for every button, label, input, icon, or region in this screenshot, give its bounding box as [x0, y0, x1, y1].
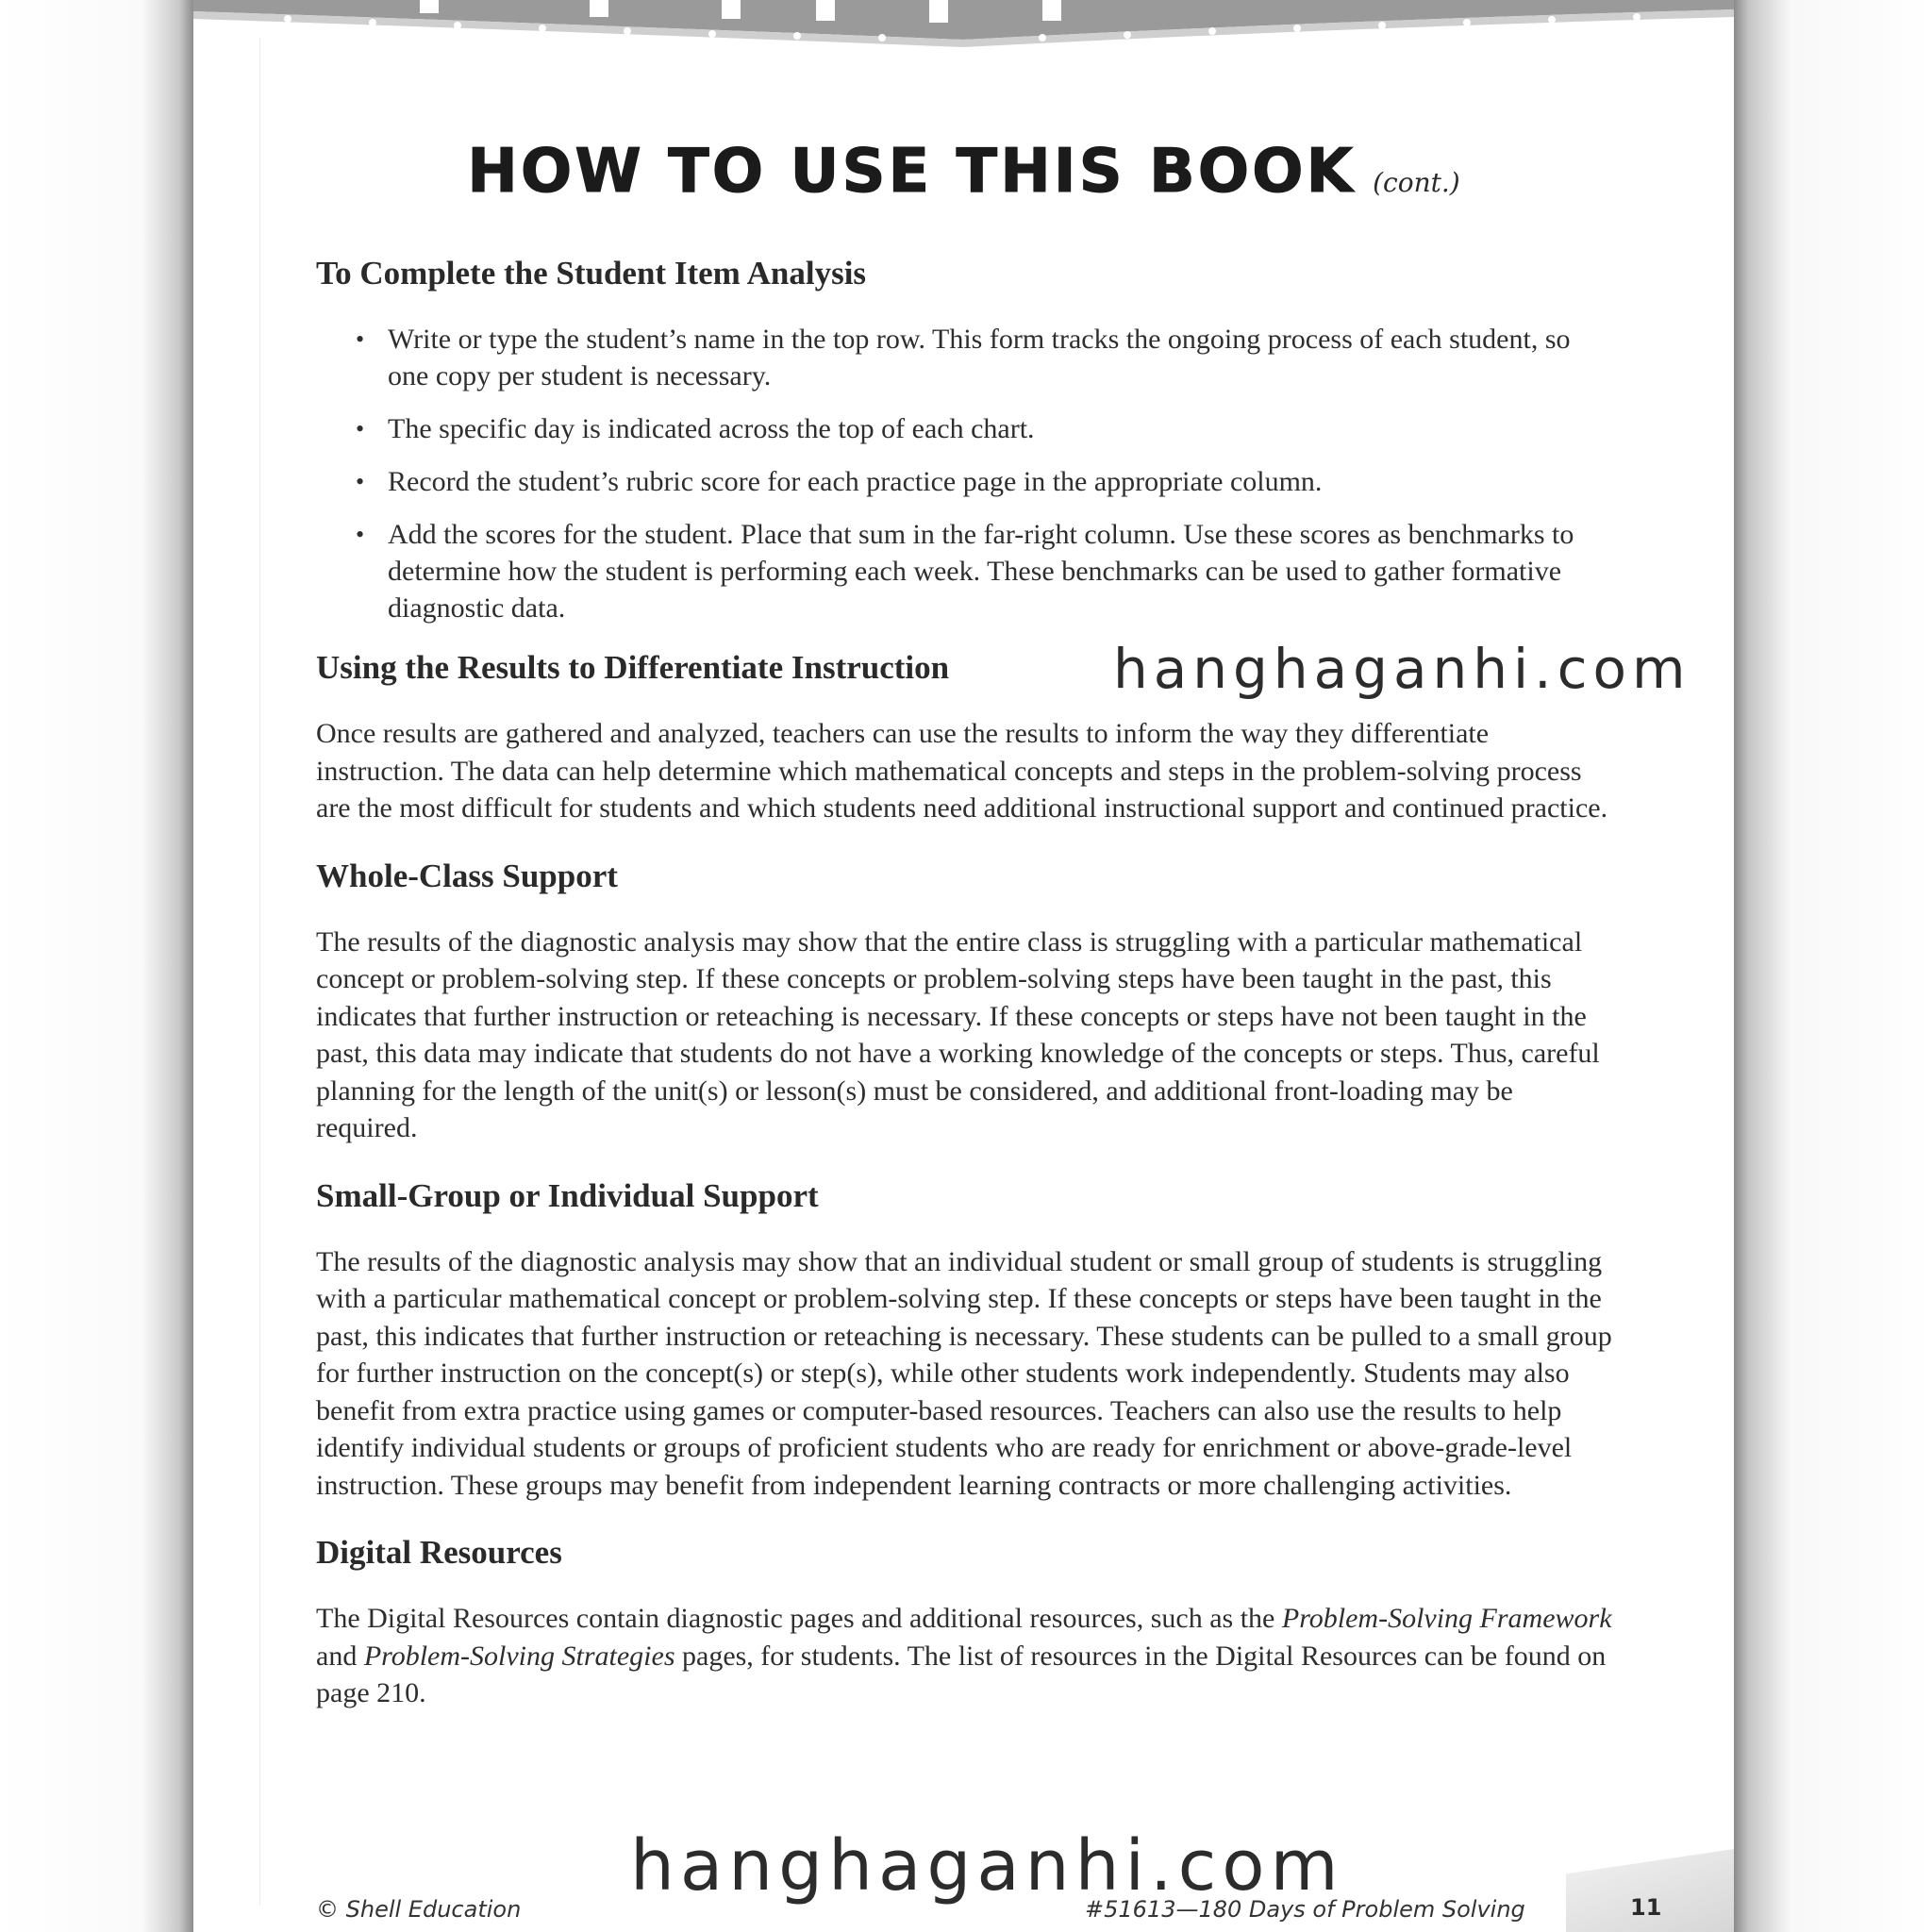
- section-paragraph: The results of the diagnostic analysis may show that the entire class is struggling with a particular mathematical concept or problem-solving step. If these concepts or problem-solving steps have been taught in the past, this indicates that further instruction or reteaching is necessary. If these concepts or steps have not been taught in the past, this data may indicate that students do not have a working knowledge of the concepts or steps. Thus, careful planning for the length of the unit(s) or lesson(s) must be considered, and additional front-loading may be required.: [316, 925, 1600, 1143]
- section-paragraph: [316, 1600, 1618, 1712]
- footer-book-title: #51613—180 Days of Problem Solving: [1085, 1896, 1525, 1923]
- text-run: and: [316, 1640, 364, 1672]
- page-title-suffix: (cont.): [1373, 167, 1460, 198]
- page-shadow-left: [0, 0, 193, 1932]
- section-heading: Digital Resources: [316, 1534, 562, 1571]
- watermark-lower: hanghaganhi.com: [630, 1825, 1344, 1907]
- footer-copyright: © Shell Education: [316, 1896, 522, 1923]
- page-body: [316, 253, 1618, 1740]
- section-heading: Using the Results to Differentiate Instruction: [316, 649, 950, 686]
- section-heading: Small-Group or Individual Support: [316, 1176, 819, 1214]
- text-run: The Digital Resources contain diagnostic pages and additional resources, such as the: [316, 1603, 1282, 1634]
- section-whole-class-support: [316, 856, 1618, 1147]
- decorative-top-border: [193, 0, 1734, 57]
- section-small-group-support: [316, 1175, 1618, 1505]
- section-heading: Whole-Class Support: [316, 857, 618, 894]
- section-paragraph: The results of the diagnostic analysis may show that an individual student or small group of students is struggling with a particular mathematical concept or problem-solving step. If these concepts or steps have been taught in the past, this indicates that further instruction or reteaching is necessary. These students can be pulled to a small group for further instruction on the concept(s) or step(s), while other students work independently. Students may also benefit from extra practice using games or computer-based resources. Teachers can also use the results to help identify individual students or groups of proficient students who are ready for enrichment or above-grade-level instruction. These groups may benefit from independent learning contracts or more challenging activities.: [316, 1245, 1612, 1501]
- italic-title: Problem-Solving Framework: [1281, 1603, 1612, 1634]
- list-item: • Add the scores for the student. Place that sum in the far-right column. Use these scores as benchmarks to determine how the student is performing each week. These benchmarks can be used to gather formative diagnostic data.: [356, 516, 1618, 626]
- watermark-upper: hanghaganhi.com: [1113, 637, 1691, 701]
- section-digital-resources: [316, 1532, 1618, 1712]
- section-heading: To Complete the Student Item Analysis: [316, 255, 867, 291]
- instruction-list: [316, 321, 1618, 626]
- page-gutter-line: [259, 38, 260, 1906]
- page-title-row: [193, 137, 1734, 207]
- list-item: • The specific day is indicated across the top of each chart.: [356, 410, 1618, 447]
- page-title: HOW TO USE THIS BOOK: [467, 137, 1357, 207]
- section-student-item-analysis: [316, 253, 1618, 626]
- italic-title: Problem-Solving Strategies: [363, 1640, 675, 1672]
- list-item: • Record the student’s rubric score for each practice page in the appropriate column.: [356, 463, 1618, 500]
- page-number: 11: [1630, 1894, 1662, 1921]
- section-paragraph: Once results are gathered and analyzed, teachers can use the results to inform the way they differentiate instruction. The data can help determine which mathematical concepts and steps in the problem-solving process are the most difficult for students and which students need additional instructional support and continued practice.: [316, 718, 1608, 824]
- text-run: pages, for students. The list of resources in the Digital Resources can be found on page 210.: [316, 1640, 1607, 1708]
- book-page: [193, 0, 1734, 1932]
- list-item: • Write or type the student’s name in the top row. This form tracks the ongoing process of each student, so one copy per student is necessary.: [356, 321, 1618, 394]
- page-shadow-right: [1734, 0, 1932, 1932]
